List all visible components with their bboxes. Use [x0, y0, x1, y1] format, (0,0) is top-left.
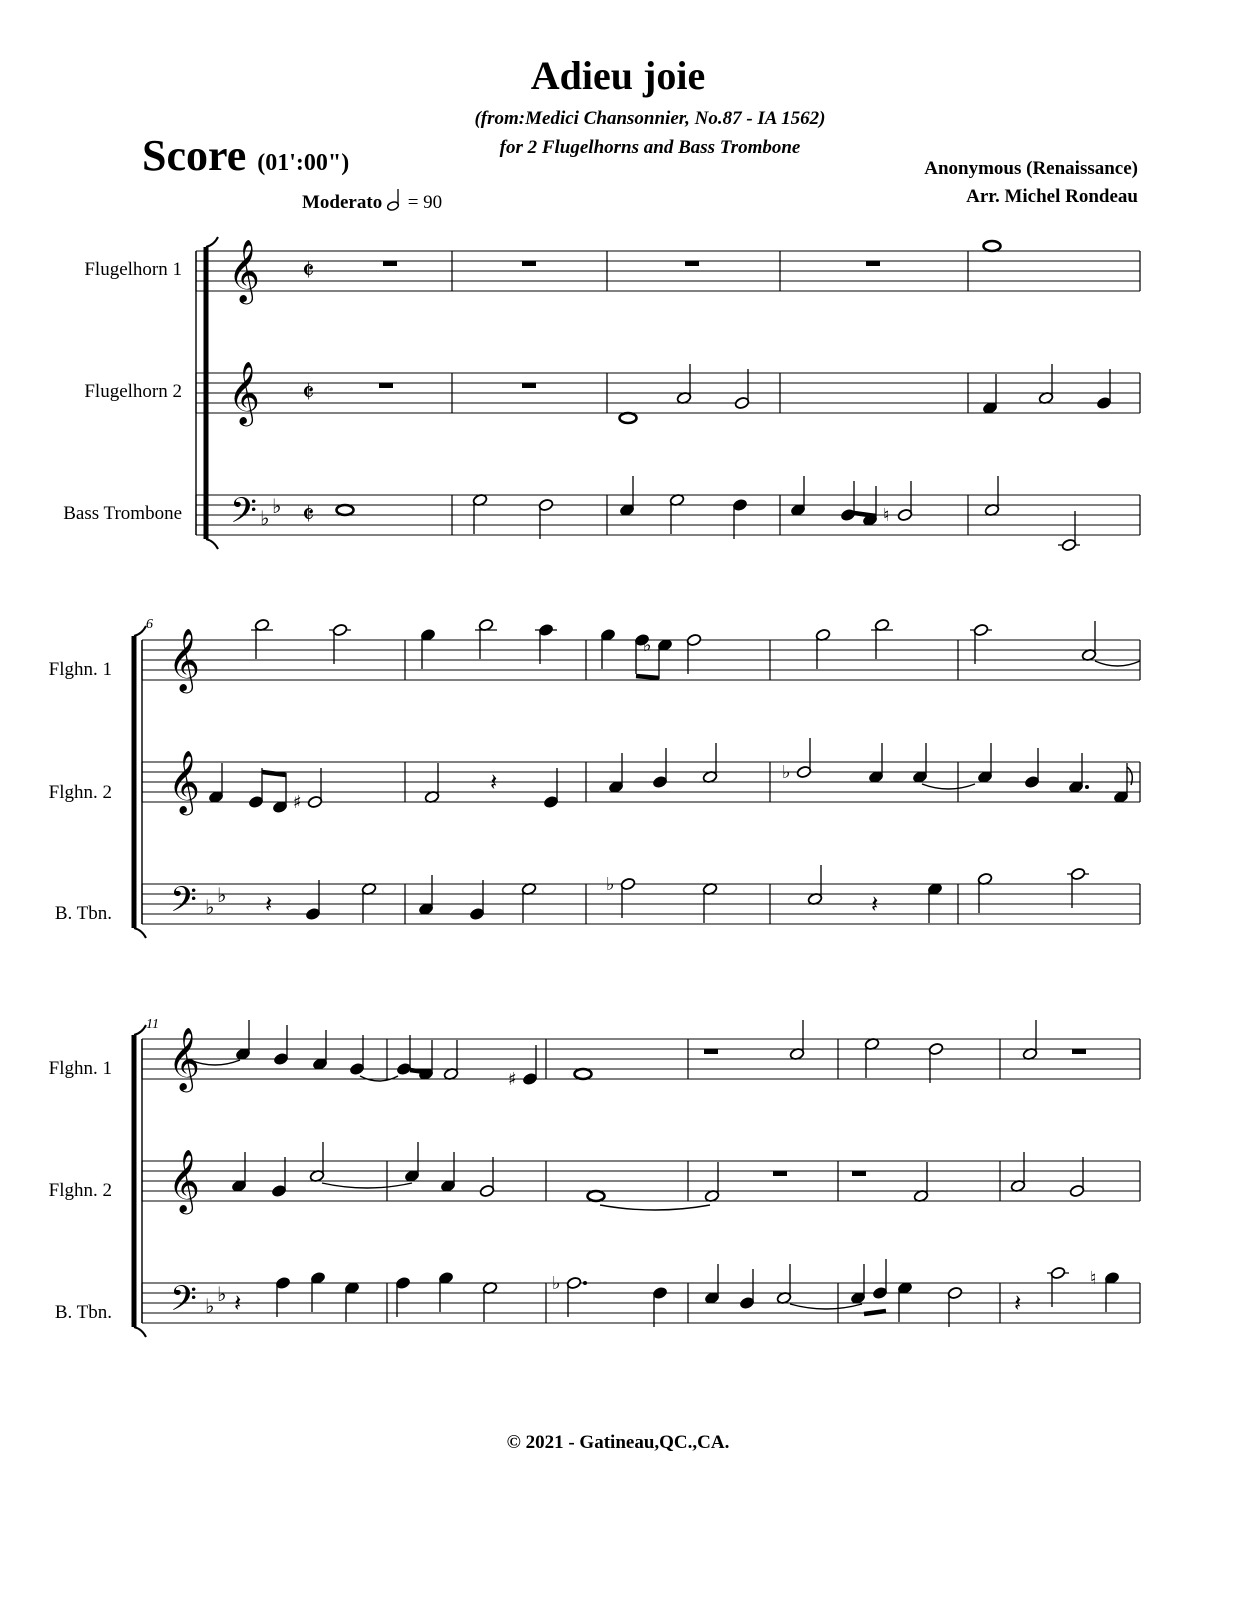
- bass-clef-icon: 𝄢: [170, 879, 198, 928]
- accidental: ♭: [606, 874, 615, 895]
- accidental: ♮: [883, 505, 890, 526]
- composer-credit: Anonymous (Renaissance): [924, 158, 1138, 179]
- tie: [600, 1205, 710, 1210]
- measure-number: 11: [146, 1017, 159, 1032]
- flat-icon: ♭: [260, 506, 270, 530]
- beam: [864, 1311, 886, 1314]
- whole-rest: [866, 261, 880, 266]
- augmentation-dot: [1085, 785, 1089, 789]
- bracket-hook: [134, 626, 146, 636]
- bass-clef-icon: 𝄢: [170, 1278, 198, 1327]
- whole-rest: [522, 261, 536, 266]
- quarter-rest: 𝄽: [871, 890, 879, 918]
- part-abbr-bass-trombone: B. Tbn.: [54, 1302, 112, 1323]
- score-label: Score: [142, 131, 247, 180]
- accidental: ♮: [1090, 1268, 1097, 1289]
- part-name-bass-trombone: Bass Trombone: [63, 503, 182, 524]
- tempo-value: = 90: [407, 192, 443, 213]
- tie: [790, 1304, 862, 1309]
- duration-label: (01':00"): [257, 150, 350, 176]
- whole-rest: [704, 1049, 718, 1054]
- bracket-hook: [134, 928, 146, 938]
- quarter-rest: 𝄽: [490, 768, 498, 796]
- cut-time-icon: 𝄵: [302, 254, 315, 287]
- flat-icon: ♭: [217, 883, 227, 907]
- tie: [322, 1183, 412, 1188]
- whole-rest: [773, 1171, 787, 1176]
- cut-time-icon: 𝄵: [302, 498, 315, 531]
- treble-clef-icon: 𝄞: [168, 750, 200, 813]
- whole-rest: [1072, 1049, 1086, 1054]
- whole-rest: [685, 261, 699, 266]
- beam: [854, 513, 876, 516]
- bracket-hook: [206, 237, 218, 247]
- treble-clef-icon: 𝄞: [228, 239, 260, 302]
- part-name-flugelhorn-1: Flugelhorn 1: [84, 259, 182, 280]
- whole-note: [620, 413, 637, 423]
- whole-note: [588, 1191, 605, 1201]
- flat-icon: ♭: [272, 494, 282, 518]
- bracket-hook: [206, 539, 218, 549]
- part-abbr-bass-trombone: B. Tbn.: [54, 903, 112, 924]
- cut-time-icon: 𝄵: [302, 376, 315, 409]
- part-abbr-flugelhorn-1: Flghn. 1: [48, 1058, 112, 1079]
- augmentation-dot: [583, 1281, 587, 1285]
- whole-rest: [383, 261, 397, 266]
- flat-icon: ♭: [217, 1282, 227, 1306]
- accidental: ♭: [643, 635, 652, 656]
- bass-clef-icon: 𝄢: [230, 490, 258, 539]
- whole-note: [575, 1069, 592, 1079]
- beam: [262, 772, 286, 775]
- quarter-rest: 𝄽: [234, 1289, 242, 1317]
- whole-rest: [522, 383, 536, 388]
- tempo-word: Moderato: [302, 192, 383, 213]
- tie: [922, 784, 975, 789]
- source-subtitle: (from:Medici Chansonnier, No.87 - IA 1562): [474, 108, 826, 129]
- flat-icon: ♭: [205, 1294, 215, 1318]
- bracket-hook: [134, 1025, 146, 1035]
- accidental: ♭: [782, 762, 791, 783]
- part-abbr-flugelhorn-2: Flghn. 2: [48, 782, 112, 803]
- arranger-credit: Arr. Michel Rondeau: [966, 186, 1138, 207]
- whole-rest: [852, 1171, 866, 1176]
- part-name-flugelhorn-2: Flugelhorn 2: [84, 381, 182, 402]
- treble-clef-icon: 𝄞: [168, 628, 200, 691]
- quarter-rest: 𝄽: [1014, 1289, 1022, 1317]
- copyright-notice: © 2021 - Gatineau,QC.,CA.: [506, 1432, 730, 1453]
- treble-clef-icon: 𝄞: [228, 361, 260, 424]
- whole-note: [984, 241, 1001, 251]
- quarter-rest: 𝄽: [265, 890, 273, 918]
- accidental: ♯: [293, 792, 302, 813]
- part-abbr-flugelhorn-1: Flghn. 1: [48, 659, 112, 680]
- accidental: ♯: [508, 1069, 517, 1090]
- instrumentation-subtitle: for 2 Flugelhorns and Bass Trombone: [499, 137, 801, 158]
- flat-icon: ♭: [205, 895, 215, 919]
- treble-clef-icon: 𝄞: [168, 1149, 200, 1212]
- beam: [636, 676, 659, 678]
- accidental: ♭: [552, 1273, 561, 1294]
- treble-clef-icon: 𝄞: [168, 1027, 200, 1090]
- bracket-hook: [134, 1327, 146, 1337]
- part-abbr-flugelhorn-2: Flghn. 2: [48, 1180, 112, 1201]
- measure-number: 6: [146, 617, 153, 632]
- tie: [1095, 661, 1140, 666]
- whole-note: [337, 505, 354, 515]
- beam: [410, 1070, 432, 1073]
- whole-rest: [379, 383, 393, 388]
- piece-title: Adieu joie: [530, 53, 706, 98]
